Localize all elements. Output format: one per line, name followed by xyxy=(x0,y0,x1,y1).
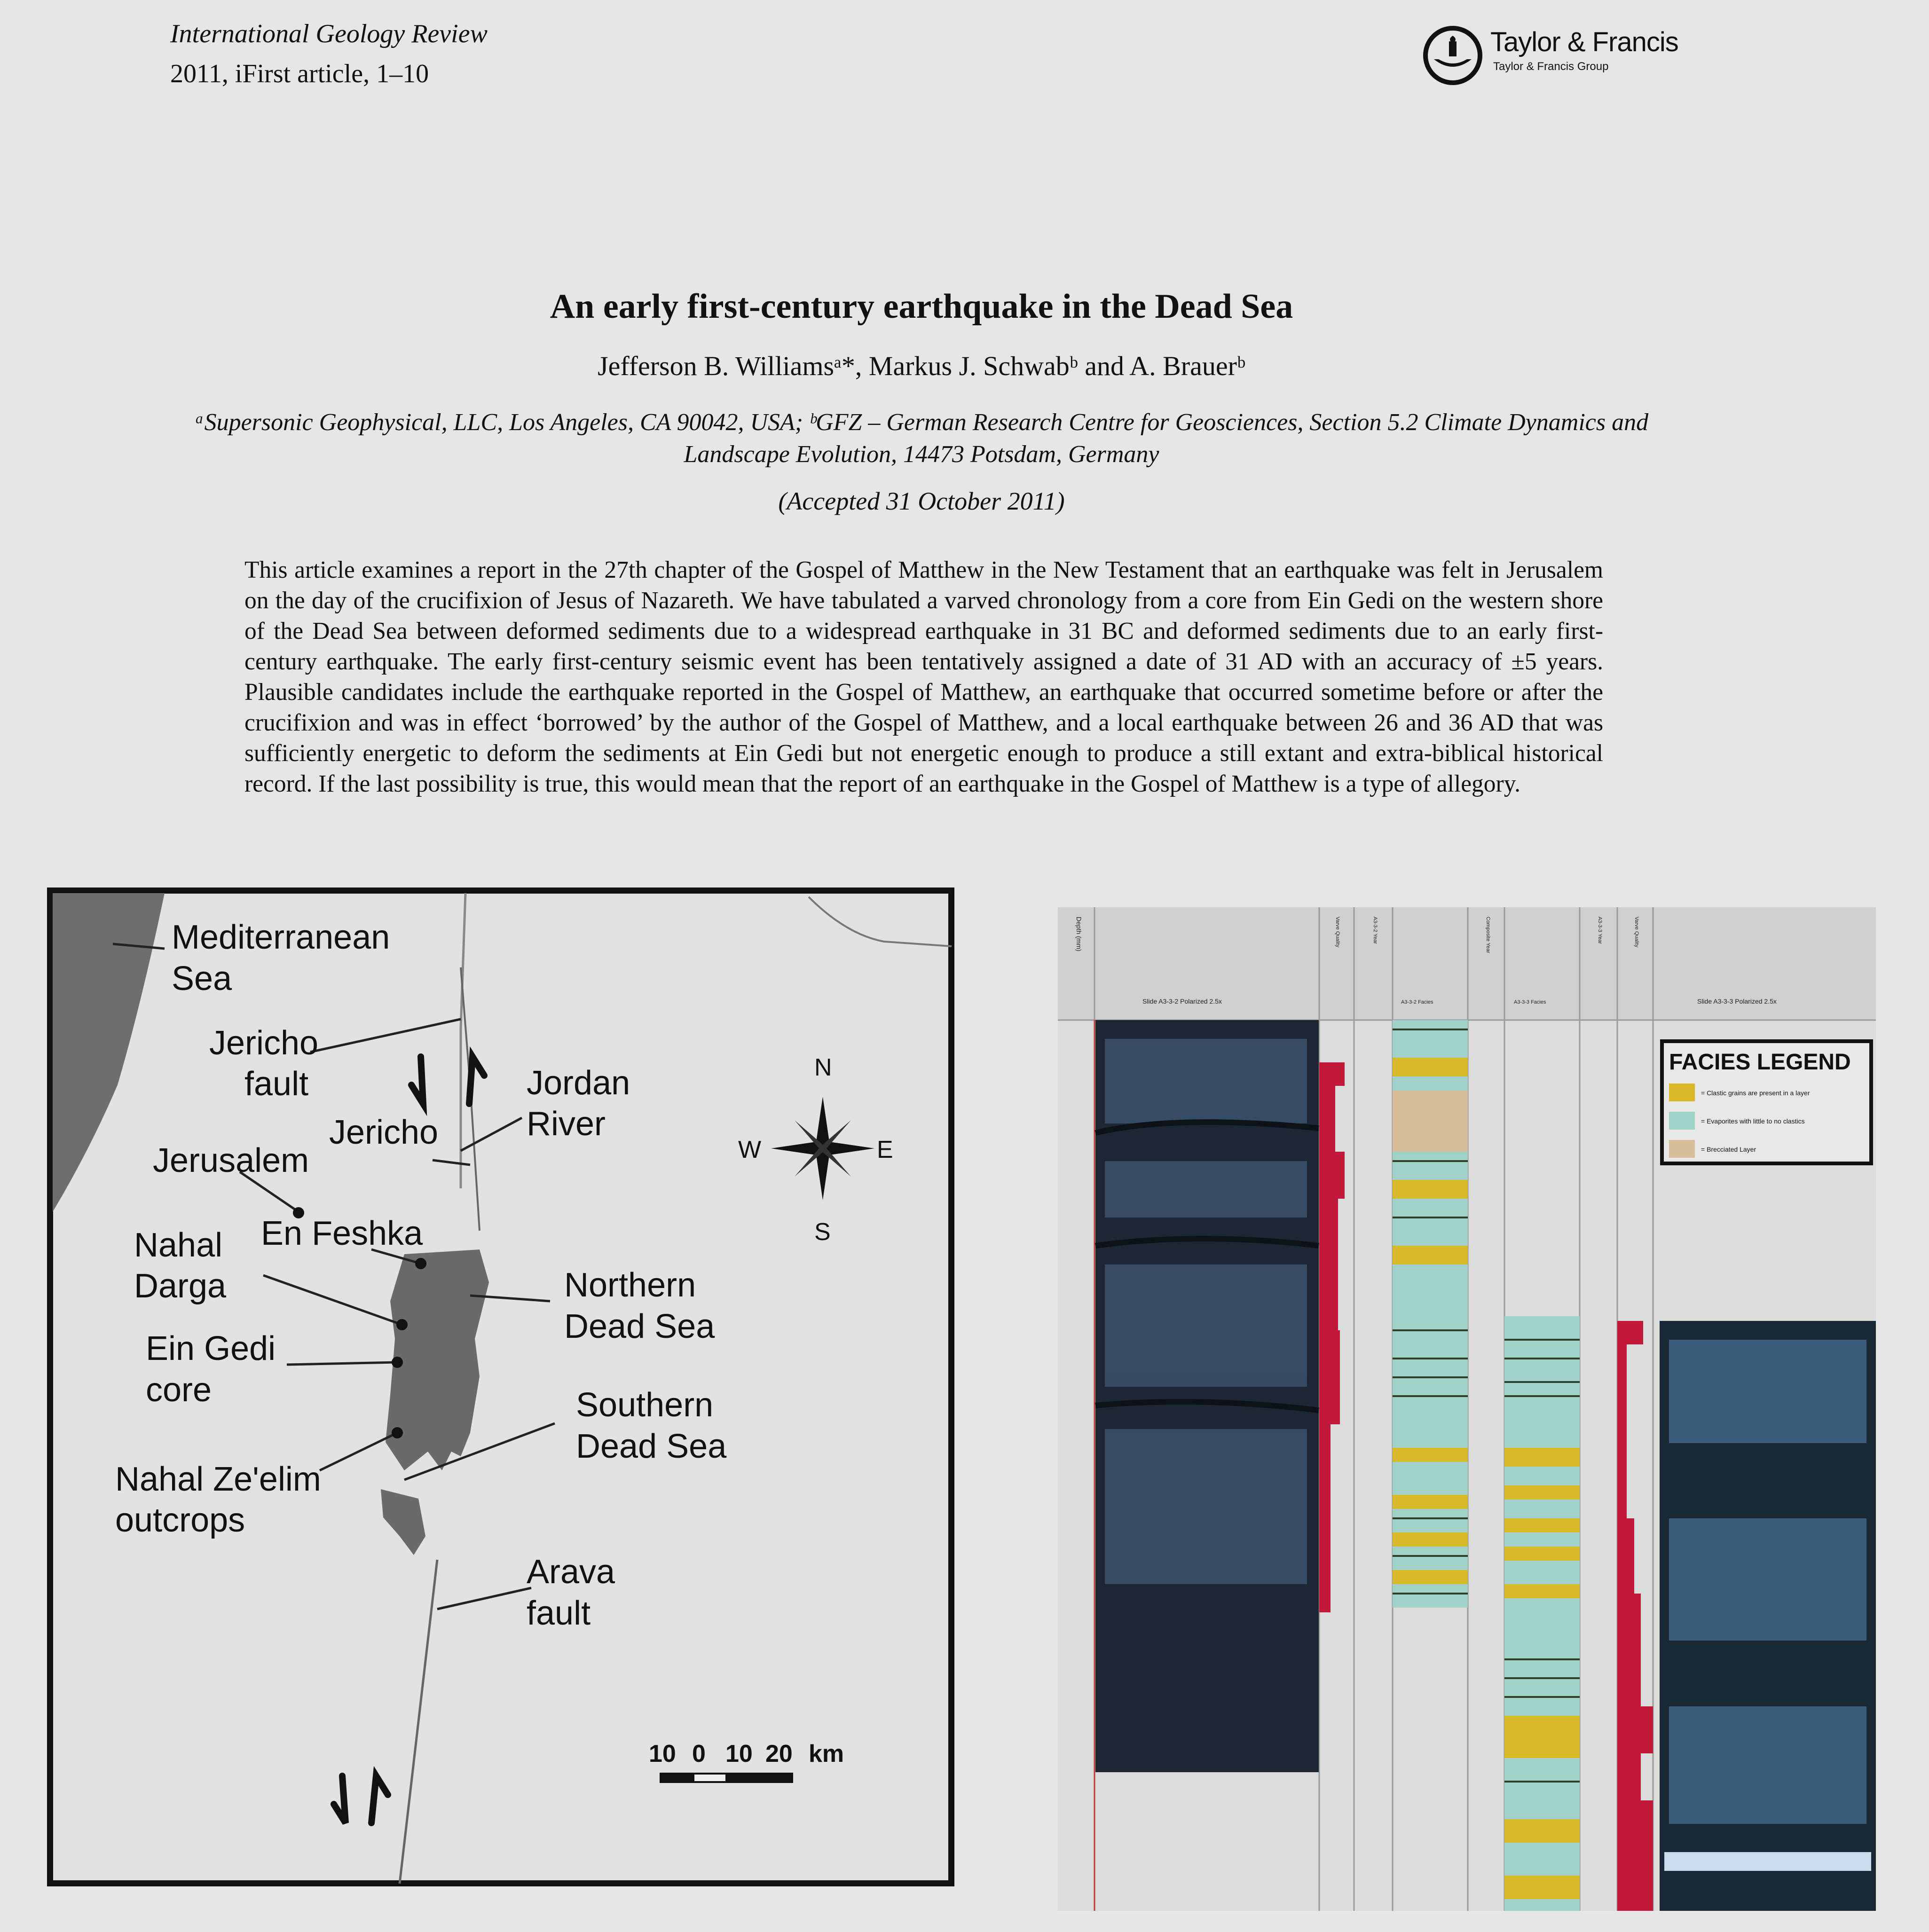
author-affiliations: ᵃSupersonic Geophysical, LLC, Los Angeles, CA 90042, USA; ᵇGFZ – German Research Centre for Geosciences, Section 5.2 Climate Dynamics and Landscape Evolution, 14473 Potsdam, Germany xyxy=(194,409,1649,468)
legend-swatch-evaporite xyxy=(1669,1112,1695,1130)
col-varve-quality-a: Varve Quality xyxy=(1335,917,1340,948)
scale-0: 0 xyxy=(692,1740,706,1767)
facies-legend xyxy=(1662,1041,1871,1163)
label-northern-dead-sea: Dead Sea xyxy=(564,1308,715,1345)
article-title: An early first-century earthquake in the Dead Sea xyxy=(550,287,1293,326)
label-core: core xyxy=(146,1371,212,1409)
col-composite-year: Composite Year xyxy=(1485,917,1491,953)
journal-name: International Geology Review xyxy=(170,19,488,48)
publisher-name: Taylor & Francis xyxy=(1490,27,1678,57)
label-ein-gedi: Ein Gedi xyxy=(146,1330,276,1367)
label-nahal-darga-2: Darga xyxy=(134,1267,227,1305)
label-southern: Southern xyxy=(576,1386,714,1424)
scale-bar xyxy=(661,1774,792,1782)
col-facies-b: A3-3-3 Facies xyxy=(1514,999,1546,1005)
label-mediterranean: Mediterranean xyxy=(172,919,390,956)
col-year-a: A3-3-2 Year xyxy=(1372,917,1378,944)
scale-20: 20 xyxy=(765,1740,793,1767)
legend-clastic: = Clastic grains are present in a layer xyxy=(1701,1089,1810,1097)
label-nahal-darga-1: Nahal xyxy=(134,1226,223,1264)
compass-e: E xyxy=(877,1136,893,1163)
compass-w: W xyxy=(738,1136,762,1163)
col-year-b: A3-3-3 Year xyxy=(1597,917,1603,944)
legend-brecciated: = Brecciated Layer xyxy=(1701,1146,1756,1153)
legend-title: FACIES LEGEND xyxy=(1669,1050,1851,1075)
label-southern-dead-sea: Dead Sea xyxy=(576,1428,727,1465)
col-slide-b: Slide A3-3-3 Polarized 2.5x xyxy=(1697,997,1777,1005)
article-authors: Jefferson B. Williamsᵃ*, Markus J. Schwabᵇ and A. Brauerᵇ xyxy=(598,351,1245,381)
label-jericho-fault-1: Jericho xyxy=(209,1024,319,1062)
col-varve-quality-b: Varve Quality xyxy=(1634,917,1639,948)
col-depth: Depth (mm) xyxy=(1075,917,1083,951)
facies-column-a xyxy=(1393,1020,1468,1608)
scale-10: 10 xyxy=(725,1740,753,1767)
issue-info: 2011, iFirst article, 1–10 xyxy=(170,59,429,88)
label-northern: Northern xyxy=(564,1266,696,1304)
label-jericho-fault-2: fault xyxy=(244,1065,309,1103)
scale-10-left: 10 xyxy=(649,1740,676,1767)
core-log-figure xyxy=(1058,907,1876,1911)
compass-n: N xyxy=(814,1054,832,1081)
label-jordan: Jordan xyxy=(527,1064,630,1102)
label-en-feshka: En Feshka xyxy=(261,1215,423,1252)
publisher-subtitle: Taylor & Francis Group xyxy=(1493,60,1609,73)
legend-swatch-brecciated xyxy=(1669,1140,1695,1158)
label-river: River xyxy=(527,1105,606,1143)
legend-evaporite: = Evaporites with little to no clastics xyxy=(1701,1117,1805,1125)
label-nahal-zeelim: Nahal Ze'elim xyxy=(115,1461,321,1498)
label-arava-fault: fault xyxy=(527,1594,591,1632)
core-photo-a xyxy=(1095,1020,1319,1772)
location-map xyxy=(47,887,954,1886)
abstract: This article examines a report in the 27th chapter of the Gospel of Matthew in the New Testament that an earthquake was felt in Jerusalem on the day of the crucifixion of Jesus of Nazareth. We have tabulated a varved chronology from a core from Ein Gedi on the western shore of the Dead Sea between deformed sediments due to a widespread earthquake in 31 BC and deformed sediments due to an early first-century earthquake. The early first-century seismic event has been tentatively assigned a date of 31 AD with an accuracy of ±5 years. Plausible candidates include the earthquake reported in the Gospel of Matthew, an earthquake that occurred sometime before or after the crucifixion and was in effect ‘borrowed’ by the author of the Gospel of Matthew, and a local earthquake between 26 and 36 AD that was sufficiently energetic to deform the sediments at Ein Gedi but not energetic enough to produce a still extant and extra-biblical historical record. If the last possibility is true, this would mean that the report of an earthquake in the Gospel of Matthew is a type of allegory. xyxy=(244,557,1603,797)
label-arava: Arava xyxy=(527,1553,615,1591)
scale-km: km xyxy=(809,1740,844,1767)
label-jericho: Jericho xyxy=(329,1114,439,1151)
col-facies-a: A3-3-2 Facies xyxy=(1401,999,1433,1005)
facies-column-b xyxy=(1504,1316,1580,1911)
compass-s: S xyxy=(814,1218,831,1246)
label-sea: Sea xyxy=(172,960,232,997)
legend-swatch-clastic xyxy=(1669,1084,1695,1101)
col-slide-a: Slide A3-3-2 Polarized 2.5x xyxy=(1142,997,1222,1005)
label-jerusalem: Jerusalem xyxy=(153,1142,309,1179)
label-outcrops: outcrops xyxy=(115,1501,245,1539)
accepted-date: (Accepted 31 October 2011) xyxy=(778,487,1065,515)
